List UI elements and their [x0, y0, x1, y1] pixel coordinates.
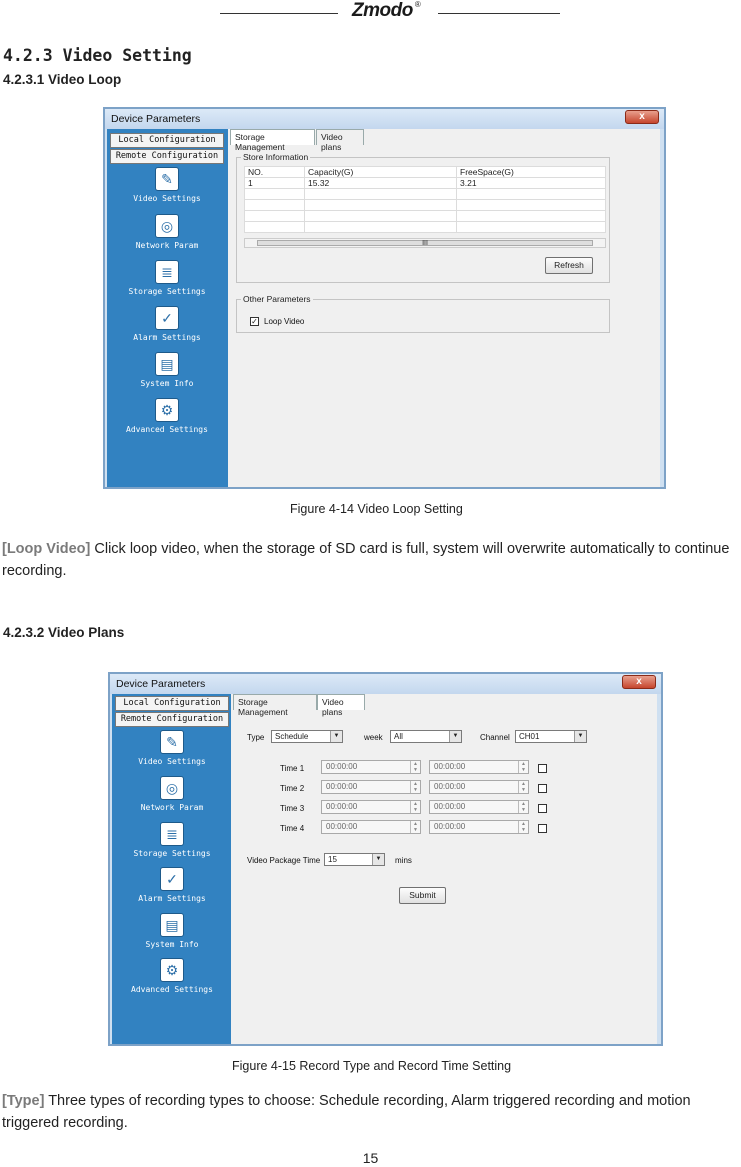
sidebar-item-advanced-settings[interactable]: ⚙ Advanced Settings	[112, 958, 232, 994]
horizontal-scrollbar[interactable]	[244, 238, 606, 248]
tab-remote-configuration[interactable]: Remote Configuration	[110, 149, 224, 164]
sidebar-item-video-settings[interactable]: ✎ Video Settings	[112, 730, 232, 766]
time-1-label: Time 1	[280, 764, 305, 773]
content-panel	[228, 129, 660, 487]
term-loop-video: [Loop Video]	[2, 541, 91, 557]
table-row-empty	[245, 211, 606, 222]
table-row-empty	[245, 189, 606, 200]
chevron-down-icon: ▼	[372, 854, 384, 865]
week-label: week	[364, 733, 383, 742]
type-label: Type	[247, 733, 265, 742]
time-1-start[interactable]: 00:00:00 ▲ ▼	[321, 760, 421, 774]
tab-remote-configuration[interactable]: Remote Configuration	[115, 712, 229, 727]
col-freespace: FreeSpace(G)	[457, 167, 606, 178]
time-3-checkbox[interactable]	[538, 804, 547, 813]
store-table	[244, 166, 606, 233]
channel-label: Channel	[480, 733, 510, 742]
time-4-checkbox[interactable]	[538, 824, 547, 833]
system-info-icon: ▤	[155, 352, 179, 376]
other-parameters-group	[236, 294, 610, 333]
video-settings-icon: ✎	[160, 730, 184, 754]
header-rule-right	[438, 13, 560, 14]
tab-local-configuration[interactable]: Local Configuration	[115, 696, 229, 711]
channel-select[interactable]: CH01 ▼	[515, 730, 587, 743]
cell-freespace: 3.21	[457, 178, 606, 189]
tab-video-plans[interactable]: Video plans	[317, 694, 365, 710]
network-icon: ◎	[155, 214, 179, 238]
type-select[interactable]: Schedule ▼	[271, 730, 343, 743]
time-3-label: Time 3	[280, 804, 305, 813]
week-select[interactable]: All ▼	[390, 730, 462, 743]
table-header-row	[245, 167, 606, 178]
sidebar-item-storage-settings[interactable]: ≣ Storage Settings	[107, 260, 227, 296]
time-3-start[interactable]: 00:00:00 ▲ ▼	[321, 800, 421, 814]
store-information-group	[236, 152, 610, 283]
time-1-checkbox[interactable]	[538, 764, 547, 773]
table-row-empty	[245, 222, 606, 233]
time-4-start[interactable]: 00:00:00 ▲ ▼	[321, 820, 421, 834]
time-2-label: Time 2	[280, 784, 305, 793]
sidebar-item-storage-settings[interactable]: ≣ Storage Settings	[112, 822, 232, 858]
time-4-label: Time 4	[280, 824, 305, 833]
table-row-empty	[245, 200, 606, 211]
window-title: Device Parameters	[105, 109, 664, 129]
tab-storage-management[interactable]: Storage Management	[230, 129, 315, 145]
scroll-thumb[interactable]: III	[257, 240, 593, 246]
sidebar-item-network-param[interactable]: ◎ Network Param	[107, 214, 227, 250]
network-icon: ◎	[160, 776, 184, 800]
sidebar-item-advanced-settings[interactable]: ⚙ Advanced Settings	[107, 398, 227, 434]
figure-caption-14: Figure 4-14 Video Loop Setting	[290, 502, 463, 516]
paragraph-loop-video: [Loop Video] Click loop video, when the storage of SD card is full, system will overwrite automatically to continue recording.	[2, 541, 730, 579]
section-title: 4.2.3 Video Setting	[3, 46, 192, 65]
page-number: 15	[362, 1150, 379, 1166]
sidebar-item-alarm-settings[interactable]: ✓ Alarm Settings	[107, 306, 227, 342]
video-package-time-select[interactable]: 15 ▼	[324, 853, 385, 866]
sidebar-item-system-info[interactable]: ▤ System Info	[112, 913, 232, 949]
mins-label: mins	[395, 856, 412, 865]
close-button[interactable]: x	[625, 110, 659, 124]
sidebar-item-alarm-settings[interactable]: ✓ Alarm Settings	[112, 867, 232, 903]
window-title: Device Parameters	[110, 674, 661, 694]
gear-icon: ⚙	[160, 958, 184, 982]
sidebar-item-system-info[interactable]: ▤ System Info	[107, 352, 227, 388]
content-panel	[231, 694, 657, 1044]
cell-no: 1	[245, 178, 305, 189]
video-package-time-label: Video Package Time	[247, 856, 321, 865]
system-info-icon: ▤	[160, 913, 184, 937]
chevron-down-icon: ▼	[449, 731, 461, 742]
sidebar-item-video-settings[interactable]: ✎ Video Settings	[107, 167, 227, 203]
alarm-shield-icon: ✓	[160, 867, 184, 891]
refresh-button[interactable]: Refresh	[545, 257, 593, 274]
loop-video-label: Loop Video	[264, 317, 305, 326]
loop-video-checkbox[interactable]: ✓	[251, 317, 258, 326]
group-label: Other Parameters	[243, 294, 311, 304]
time-2-end[interactable]: 00:00:00 ▲ ▼	[429, 780, 529, 794]
time-3-end[interactable]: 00:00:00 ▲ ▼	[429, 800, 529, 814]
sidebar	[107, 129, 228, 487]
tab-local-configuration[interactable]: Local Configuration	[110, 133, 224, 148]
video-settings-icon: ✎	[155, 167, 179, 191]
header-rule-left	[220, 13, 338, 14]
time-2-start[interactable]: 00:00:00 ▲ ▼	[321, 780, 421, 794]
brand-logo: Zmodo ®	[352, 0, 421, 21]
col-no: NO.	[245, 167, 305, 178]
chevron-down-icon: ▼	[574, 731, 586, 742]
col-capacity: Capacity(G)	[305, 167, 457, 178]
time-2-checkbox[interactable]	[538, 784, 547, 793]
time-1-end[interactable]: 00:00:00 ▲ ▼	[429, 760, 529, 774]
time-4-end[interactable]: 00:00:00 ▲ ▼	[429, 820, 529, 834]
submit-button[interactable]: Submit	[399, 887, 446, 904]
chevron-down-icon: ▼	[330, 731, 342, 742]
sidebar-item-network-param[interactable]: ◎ Network Param	[112, 776, 232, 812]
subsection-title-video-loop: 4.2.3.1 Video Loop	[3, 72, 122, 87]
figure-caption-15: Figure 4-15 Record Type and Record Time Setting	[232, 1059, 512, 1073]
device-parameters-window-plans	[108, 672, 663, 1046]
close-button[interactable]: x	[622, 675, 656, 689]
subsection-title-video-plans: 4.2.3.2 Video Plans	[3, 625, 125, 640]
tab-video-plans[interactable]: Video plans	[316, 129, 364, 145]
alarm-shield-icon: ✓	[155, 306, 179, 330]
storage-icon: ≣	[160, 822, 184, 846]
sidebar	[112, 694, 231, 1044]
device-parameters-window-loop	[103, 107, 666, 489]
tab-storage-management[interactable]: Storage Management	[233, 694, 317, 710]
group-label: Store Information	[243, 152, 309, 162]
cell-capacity: 15.32	[305, 178, 457, 189]
paragraph-type: [Type] Three types of recording types to choose: Schedule recording, Alarm triggered recording and motion triggered recording.	[2, 1093, 691, 1131]
term-type: [Type]	[2, 1093, 45, 1109]
table-row[interactable]	[245, 178, 606, 189]
gear-icon: ⚙	[155, 398, 179, 422]
storage-icon: ≣	[155, 260, 179, 284]
